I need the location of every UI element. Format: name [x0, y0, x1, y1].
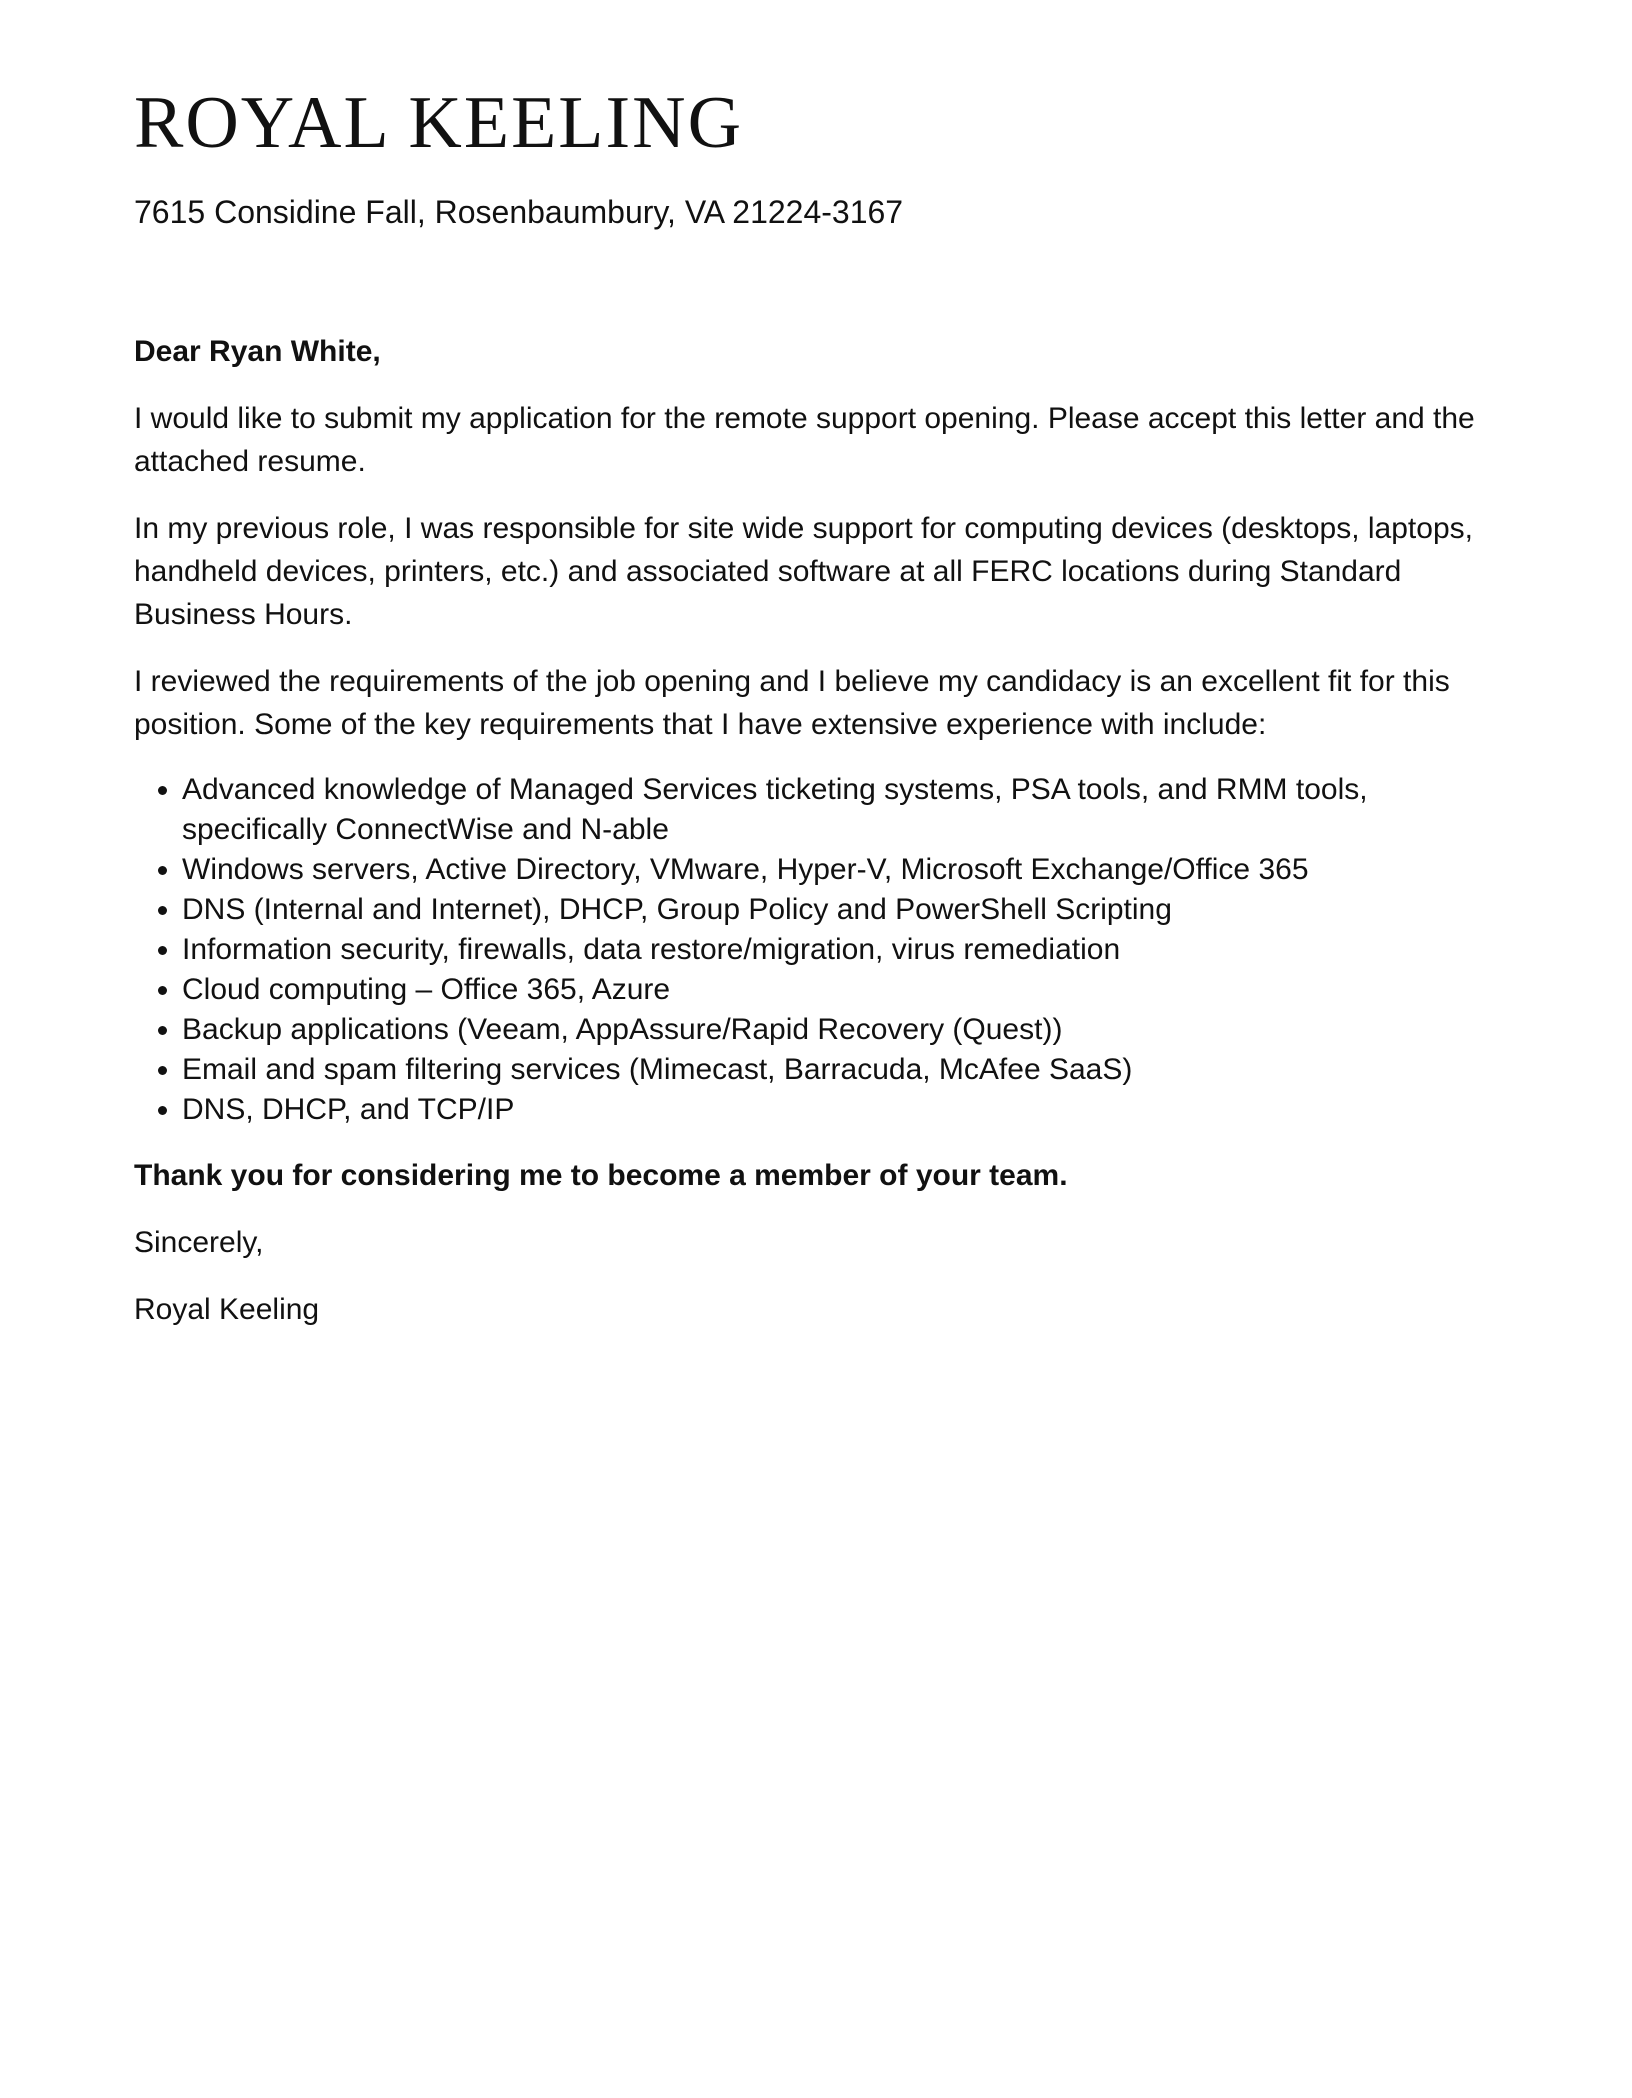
signoff: Sincerely,	[134, 1226, 264, 1259]
list-item: • Windows servers, Active Directory, VMware, Hyper-V, Microsoft Exchange/Office 365	[182, 850, 1504, 890]
letter-body	[134, 330, 1504, 1355]
list-item: • Backup applications (Veeam, AppAssure/Rapid Recovery (Quest))	[182, 1010, 1504, 1050]
list-item: • DNS (Internal and Internet), DHCP, Group Policy and PowerShell Scripting	[182, 890, 1504, 930]
greeting: Dear Ryan White,	[134, 335, 381, 368]
paragraph-intro: I would like to submit my application for the remote support opening. Please accept this letter and the attached resume.	[134, 402, 1475, 478]
list-item: • DNS, DHCP, and TCP/IP	[182, 1090, 1504, 1130]
applicant-name: ROYAL KEELING	[134, 82, 744, 164]
list-item: • Advanced knowledge of Managed Services ticketing systems, PSA tools, and RMM tools, specifically ConnectWise and N-able	[182, 770, 1504, 850]
applicant-address: 7615 Considine Fall, Rosenbaumbury, VA 21224-3167	[134, 194, 904, 230]
list-item: • Email and spam filtering services (Mimecast, Barracuda, McAfee SaaS)	[182, 1050, 1504, 1090]
paragraph-previous-role: In my previous role, I was responsible for site wide support for computing devices (desktops, laptops, handheld devices, printers, etc.) and associated software at all FERC locations during Standard Business Hours.	[134, 512, 1473, 631]
paragraph-requirements: I reviewed the requirements of the job opening and I believe my candidacy is an excellent fit for this position. Some of the key requirements that I have extensive experience with include:	[134, 665, 1450, 741]
signature: Royal Keeling	[134, 1293, 320, 1326]
list-item: • Cloud computing – Office 365, Azure	[182, 970, 1504, 1010]
list-item: • Information security, firewalls, data restore/migration, virus remediation	[182, 930, 1504, 970]
closing-thanks: Thank you for considering me to become a member of your team.	[134, 1159, 1068, 1192]
skills-list	[134, 770, 1504, 1130]
